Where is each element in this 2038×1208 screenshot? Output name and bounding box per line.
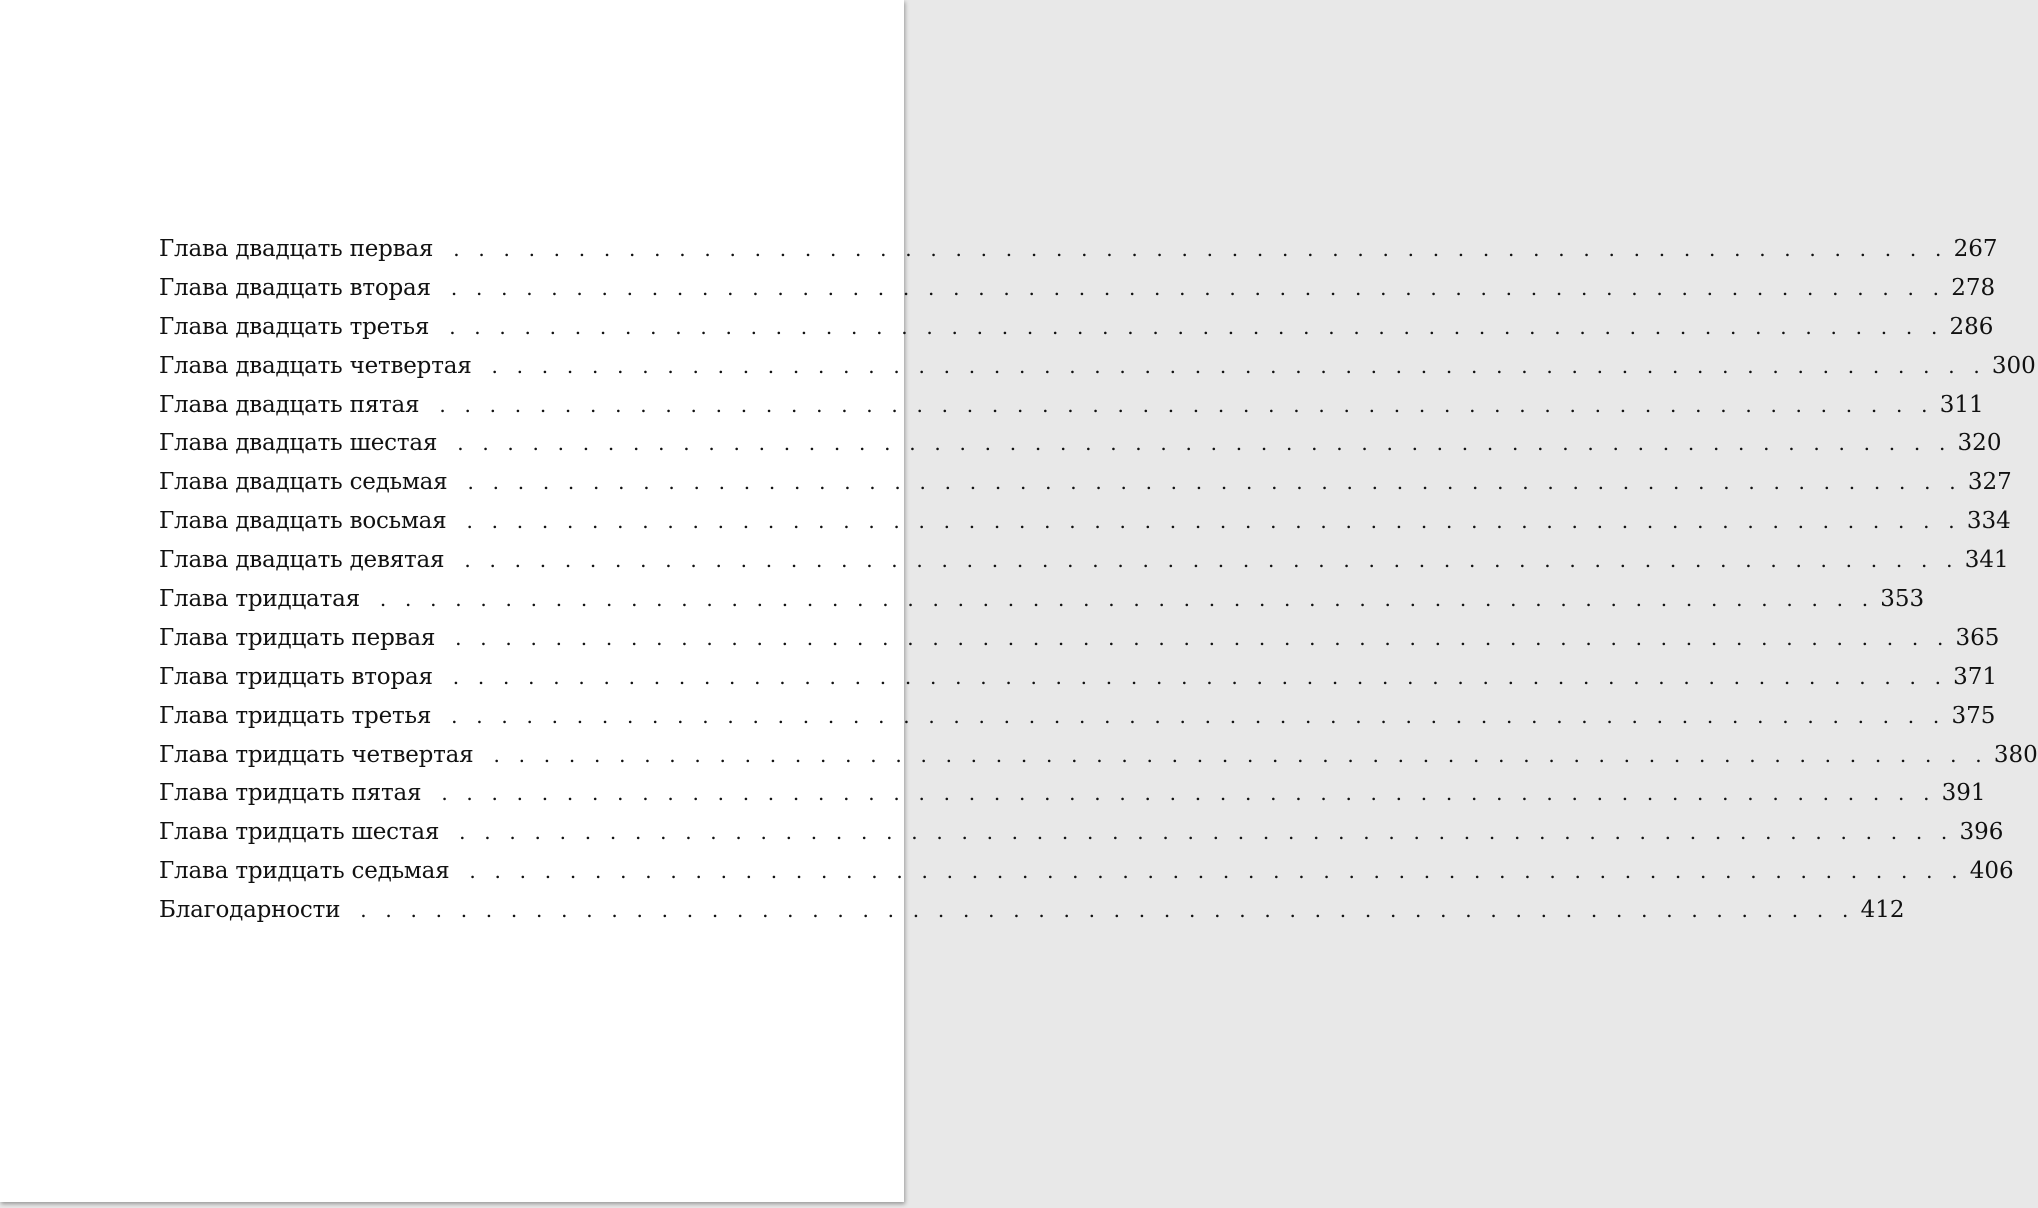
toc-entry-title: Глава тридцать шестая [159, 819, 440, 846]
toc-entry-title: Глава двадцать девятая [159, 547, 445, 574]
toc-entry-page-number: 311 [1939, 391, 1984, 418]
toc-entry[interactable] [159, 463, 2012, 502]
toc-entry[interactable] [159, 774, 1986, 813]
toc-entry[interactable] [159, 619, 2000, 658]
toc-entry[interactable] [159, 347, 2036, 386]
toc-entry[interactable] [159, 386, 1984, 425]
dot-leader: . . . . . . . . . . . . . . . . . . . . . . . . . . . . . . . . . . . . . . . . . . . . . . . . . . . . . . . . . . . . [491, 353, 1986, 378]
toc-entry-page-number: 375 [1951, 702, 1996, 729]
toc-entry[interactable] [159, 891, 1905, 930]
toc-entry[interactable] [159, 580, 1925, 619]
toc-entry[interactable] [159, 813, 2004, 852]
toc-entry[interactable] [159, 502, 2011, 541]
dot-leader: . . . . . . . . . . . . . . . . . . . . . . . . . . . . . . . . . . . . . . . . . . . . . . . . . . . . . . . . . . . . [450, 275, 1946, 300]
toc-entry-page-number: 286 [1949, 313, 1994, 340]
toc-entry-title: Глава тридцатая [159, 586, 360, 613]
toc-entry-page-number: 412 [1860, 897, 1905, 924]
toc-entry-page-number: 278 [1951, 274, 1996, 301]
toc-entry-title: Глава двадцать четвертая [159, 352, 472, 379]
toc-entry[interactable] [159, 658, 1998, 697]
toc-entry[interactable] [159, 308, 1994, 347]
dot-leader: . . . . . . . . . . . . . . . . . . . . . . . . . . . . . . . . . . . . . . . . . . . . . . . . . . . . . . . . . . . . [451, 703, 1946, 728]
toc-entry[interactable] [159, 736, 2038, 775]
toc-entry-title: Глава двадцать пятая [159, 391, 420, 418]
table-of-contents [159, 230, 2038, 930]
toc-entry-title: Глава двадцать шестая [159, 430, 438, 457]
toc-entry-title: Благодарности [159, 897, 341, 924]
toc-entry-title: Глава тридцать первая [159, 624, 436, 651]
toc-entry-page-number: 353 [1880, 586, 1925, 613]
dot-leader: . . . . . . . . . . . . . . . . . . . . . . . . . . . . . . . . . . . . . . . . . . . . . . . . . . . . . . . . . . . . [379, 587, 1875, 612]
dot-leader: . . . . . . . . . . . . . . . . . . . . . . . . . . . . . . . . . . . . . . . . . . . . . . . . . . . . . . . . . . . . [449, 314, 1944, 339]
toc-entry[interactable] [159, 852, 2014, 891]
toc-entry-page-number: 341 [1964, 547, 2009, 574]
dot-leader: . . . . . . . . . . . . . . . . . . . . . . . . . . . . . . . . . . . . . . . . . . . . . . . . . . . . . . . . . . . . [441, 781, 1936, 806]
toc-entry-title: Глава двадцать первая [159, 236, 434, 262]
dot-leader: . . . . . . . . . . . . . . . . . . . . . . . . . . . . . . . . . . . . . . . . . . . . . . . . . . . . . . . . . . . . [493, 742, 1988, 767]
toc-entry-title: Глава двадцать седьмая [159, 469, 448, 496]
toc-entry-page-number: 391 [1941, 780, 1986, 807]
dot-leader: . . . . . . . . . . . . . . . . . . . . . . . . . . . . . . . . . . . . . . . . . . . . . . . . . . . . . . . . . . . . [452, 664, 1948, 689]
toc-entry[interactable] [159, 541, 2009, 580]
toc-entry-title: Глава двадцать третья [159, 313, 430, 340]
toc-entry[interactable] [159, 230, 1998, 269]
dot-leader: . . . . . . . . . . . . . . . . . . . . . . . . . . . . . . . . . . . . . . . . . . . . . . . . . . . . . . . . . . . . [457, 431, 1952, 456]
dot-leader: . . . . . . . . . . . . . . . . . . . . . . . . . . . . . . . . . . . . . . . . . . . . . . . . . . . . . . . . . . . . [455, 625, 1950, 650]
dot-leader: . . . . . . . . . . . . . . . . . . . . . . . . . . . . . . . . . . . . . . . . . . . . . . . . . . . . . . . . . . . . [453, 237, 1948, 261]
toc-entry[interactable] [159, 424, 2002, 463]
toc-entry-title: Глава двадцать восьмая [159, 508, 447, 535]
toc-entry-title: Глава тридцать седьмая [159, 858, 450, 885]
toc-entry-title: Глава тридцать пятая [159, 780, 422, 807]
toc-entry-page-number: 380 [1993, 741, 2038, 768]
toc-entry-page-number: 320 [1957, 430, 2002, 457]
toc-entry-page-number: 365 [1955, 624, 2000, 651]
toc-entry-title: Глава двадцать вторая [159, 274, 431, 301]
toc-entry-page-number: 371 [1953, 663, 1998, 690]
dot-leader: . . . . . . . . . . . . . . . . . . . . . . . . . . . . . . . . . . . . . . . . . . . . . . . . . . . . . . . . . . . . [466, 509, 1961, 534]
dot-leader: . . . . . . . . . . . . . . . . . . . . . . . . . . . . . . . . . . . . . . . . . . . . . . . . . . . . . . . . . . . . [469, 859, 1964, 884]
dot-leader: . . . . . . . . . . . . . . . . . . . . . . . . . . . . . . . . . . . . . . . . . . . . . . . . . . . . . . . . . . . . [464, 548, 1959, 573]
dot-leader: . . . . . . . . . . . . . . . . . . . . . . . . . . . . . . . . . . . . . . . . . . . . . . . . . . . . . . . . . . . . [439, 392, 1934, 417]
dot-leader: . . . . . . . . . . . . . . . . . . . . . . . . . . . . . . . . . . . . . . . . . . . . . . . . . . . . . . . . . . . . [459, 820, 1954, 845]
toc-entry-page-number: 396 [1959, 819, 2004, 846]
dot-leader: . . . . . . . . . . . . . . . . . . . . . . . . . . . . . . . . . . . . . . . . . . . . . . . . . . . . . . . . . . . . [467, 470, 1962, 495]
toc-entry-title: Глава тридцать третья [159, 702, 432, 729]
toc-entry-page-number: 327 [1967, 469, 2012, 496]
toc-entry-page-number: 334 [1966, 508, 2011, 535]
toc-entry-page-number: 300 [1991, 352, 2036, 379]
toc-entry-title: Глава тридцать четвертая [159, 741, 474, 768]
toc-entry-title: Глава тридцать вторая [159, 663, 433, 690]
toc-entry[interactable] [159, 269, 1996, 308]
toc-entry[interactable] [159, 697, 1996, 736]
toc-entry-page-number: 267 [1953, 236, 1998, 262]
dot-leader: . . . . . . . . . . . . . . . . . . . . . . . . . . . . . . . . . . . . . . . . . . . . . . . . . . . . . . . . . . . . [360, 898, 1855, 923]
toc-entry-page-number: 406 [1969, 858, 2014, 885]
